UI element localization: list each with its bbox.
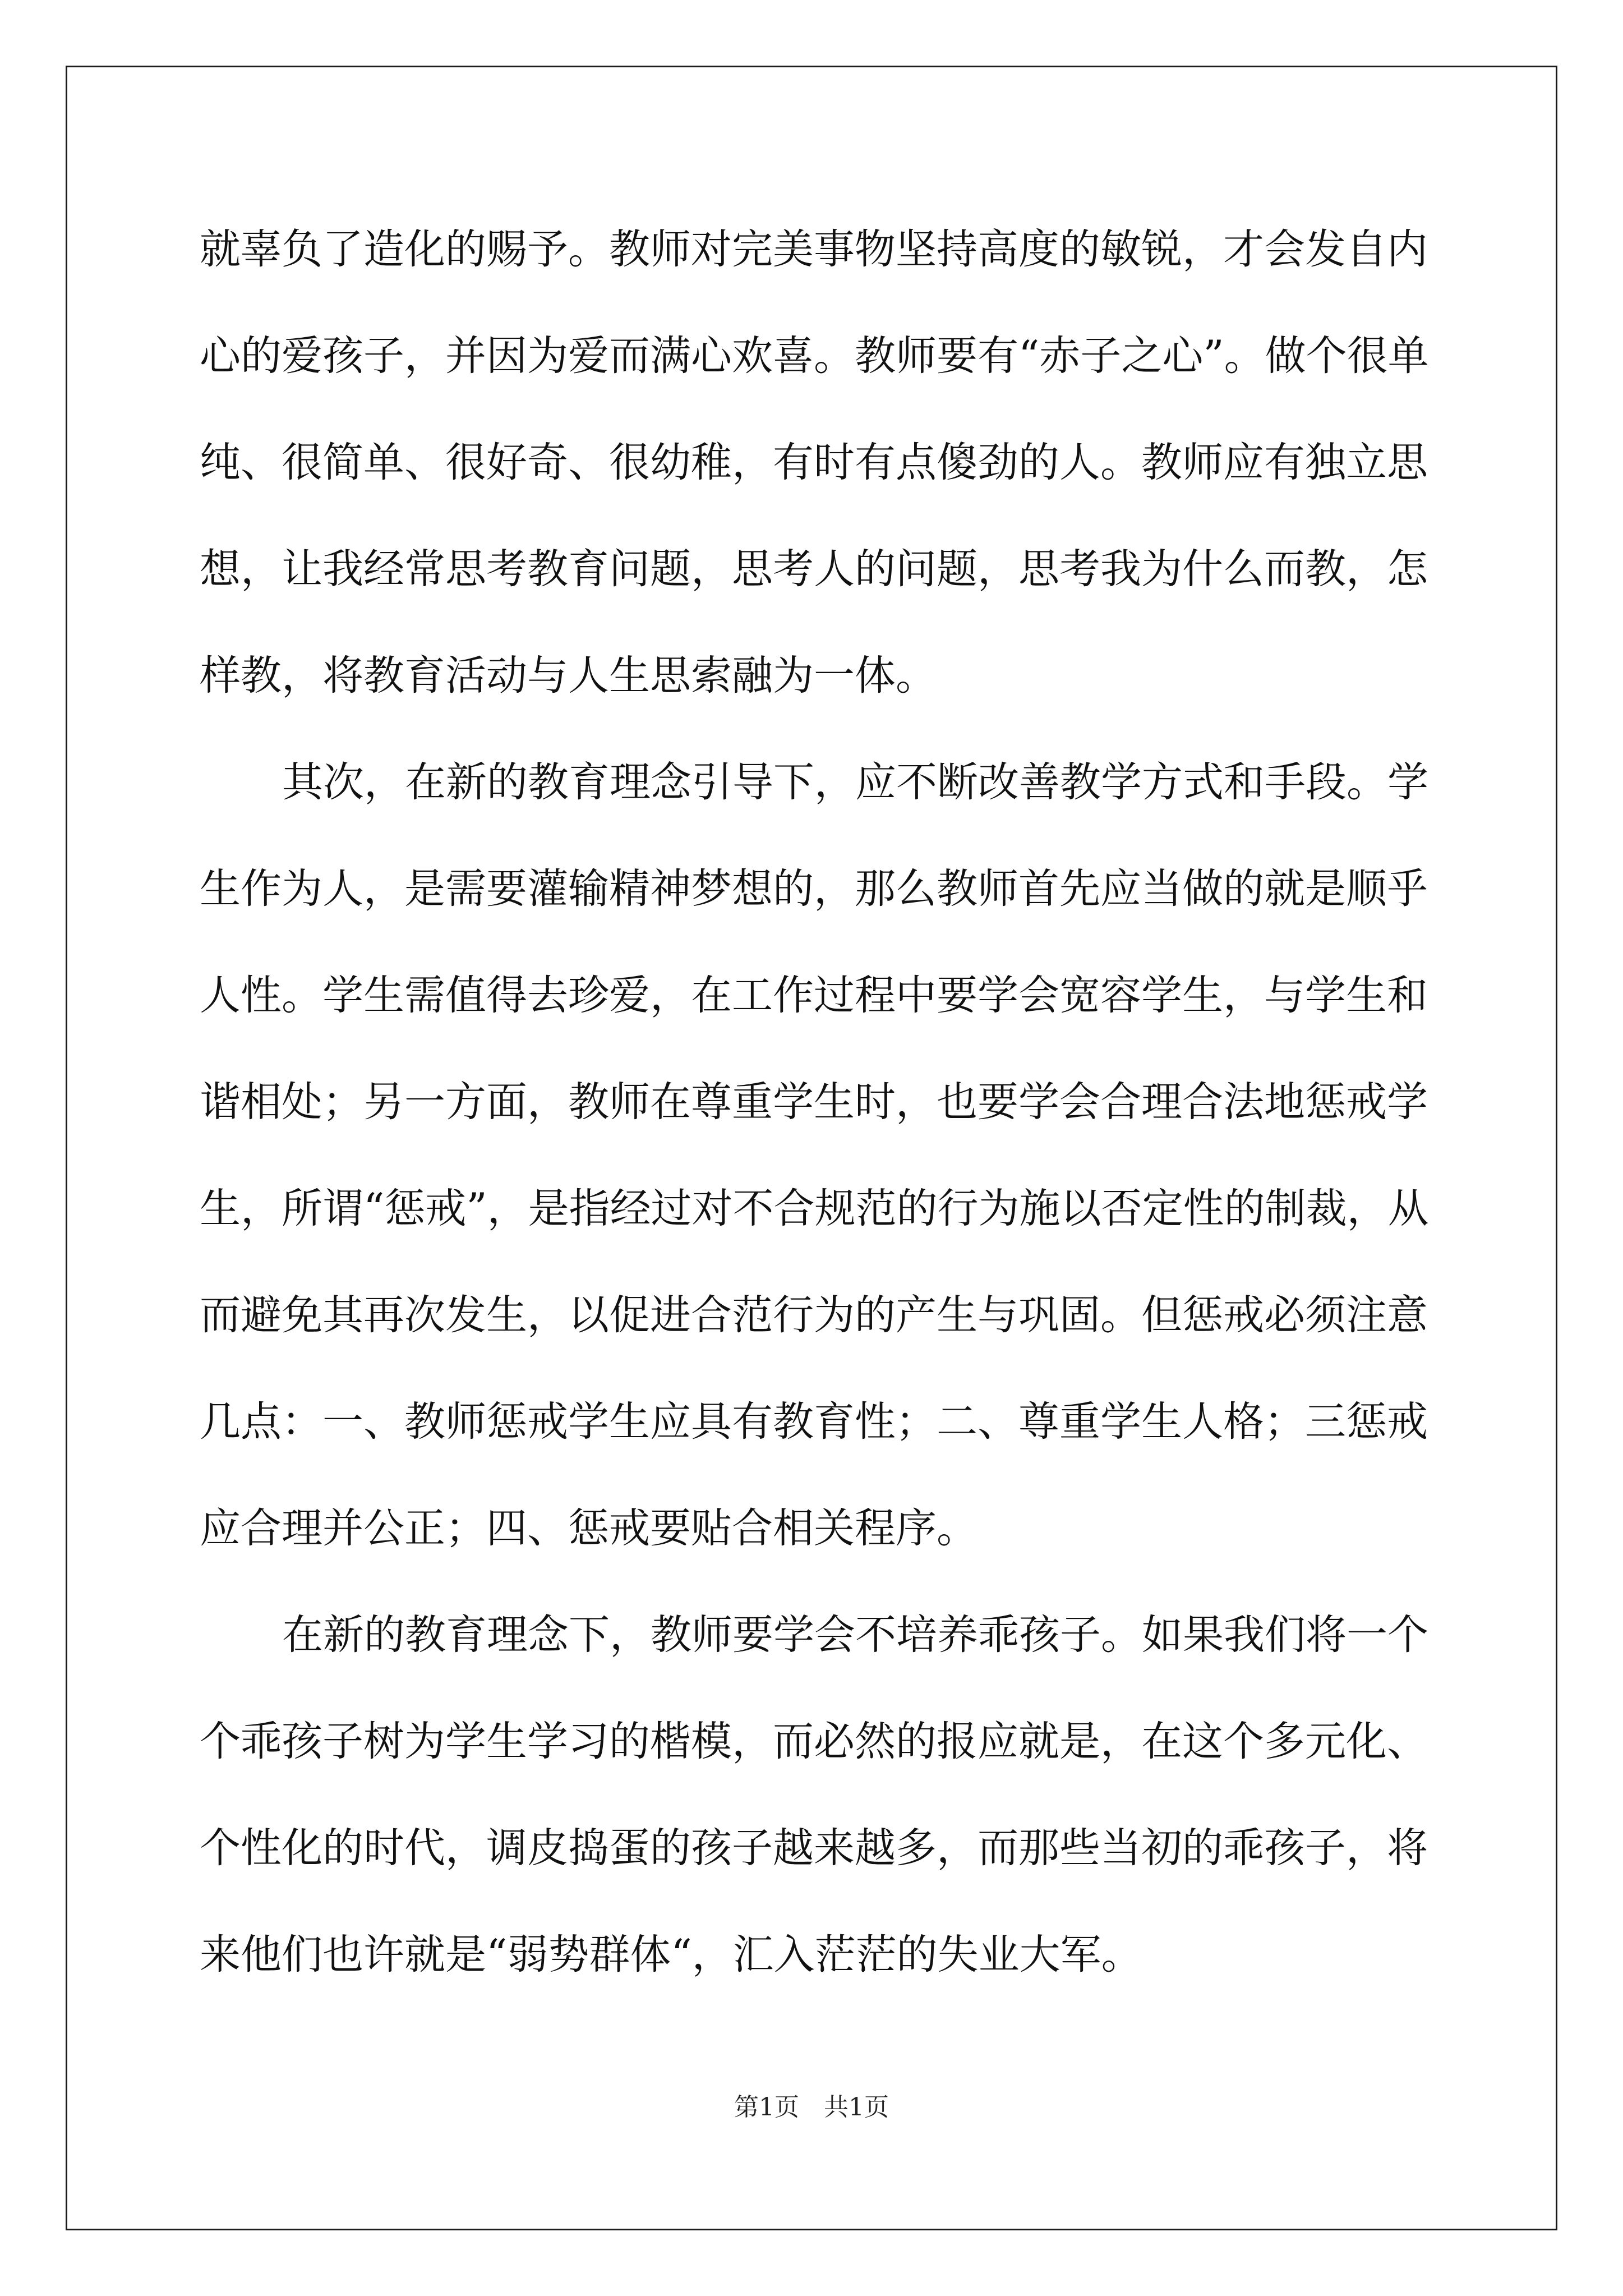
- paragraph-2-line-5: 生，所谓“惩戒”，是指经过对不合规范的行为施以否定性的制裁，从: [200, 1185, 1429, 1232]
- paragraph-1-line-5: 样教，将教育活动与人生思索融为一体。: [200, 652, 937, 700]
- paragraph-2-line-2: 生作为人，是需要灌输精神梦想的，那么教师首先应当做的就是顺乎: [200, 865, 1428, 913]
- paragraph-3-line-1: 在新的教育理念下，教师要学会不培养乖孩子。如果我们将一个: [282, 1611, 1428, 1659]
- paragraph-2-line-4: 谐相处；另一方面，教师在尊重学生时，也要学会合理合法地惩戒学: [200, 1078, 1428, 1126]
- paragraph-3-line-3: 个性化的时代，调皮捣蛋的孩子越来越多，而那些当初的乖孩子，将: [200, 1824, 1428, 1872]
- paragraph-2-line-3: 人性。学生需值得去珍爱，在工作过程中要学会宽容学生，与学生和: [200, 972, 1428, 1019]
- paragraph-1-line-2: 心的爱孩子，并因为爱而满心欢喜。教师要有“赤子之心”。做个很单: [200, 332, 1429, 380]
- paragraph-2-line-8: 应合理并公正；四、惩戒要贴合相关程序。: [200, 1504, 978, 1552]
- paragraph-2-line-6: 而避免其再次发生，以促进合范行为的产生与巩固。但惩戒必须注意: [200, 1291, 1428, 1339]
- paragraph-1-line-3: 纯、很简单、很好奇、很幼稚，有时有点傻劲的人。教师应有独立思: [200, 439, 1428, 486]
- page-footer: 第1页 共1页: [734, 2093, 889, 2122]
- paragraph-1-line-4: 想，让我经常思考教育问题，思考人的问题，思考我为什么而教，怎: [200, 545, 1428, 593]
- paragraph-1-line-1: 就辜负了造化的赐予。教师对完美事物坚持高度的敏锐，才会发自内: [200, 226, 1428, 273]
- paragraph-3-line-2: 个乖孩子树为学生学习的楷模，而必然的报应就是，在这个多元化、: [200, 1718, 1428, 1765]
- paragraph-2-line-7: 几点：一、教师惩戒学生应具有教育性；二、尊重学生人格；三惩戒: [200, 1398, 1428, 1446]
- paragraph-3-line-4: 来他们也许就是“弱势群体“，汇入茫茫的失业大军。: [200, 1931, 1142, 1978]
- paragraph-2-line-1: 其次，在新的教育理念引导下，应不断改善教学方式和手段。学: [282, 758, 1428, 806]
